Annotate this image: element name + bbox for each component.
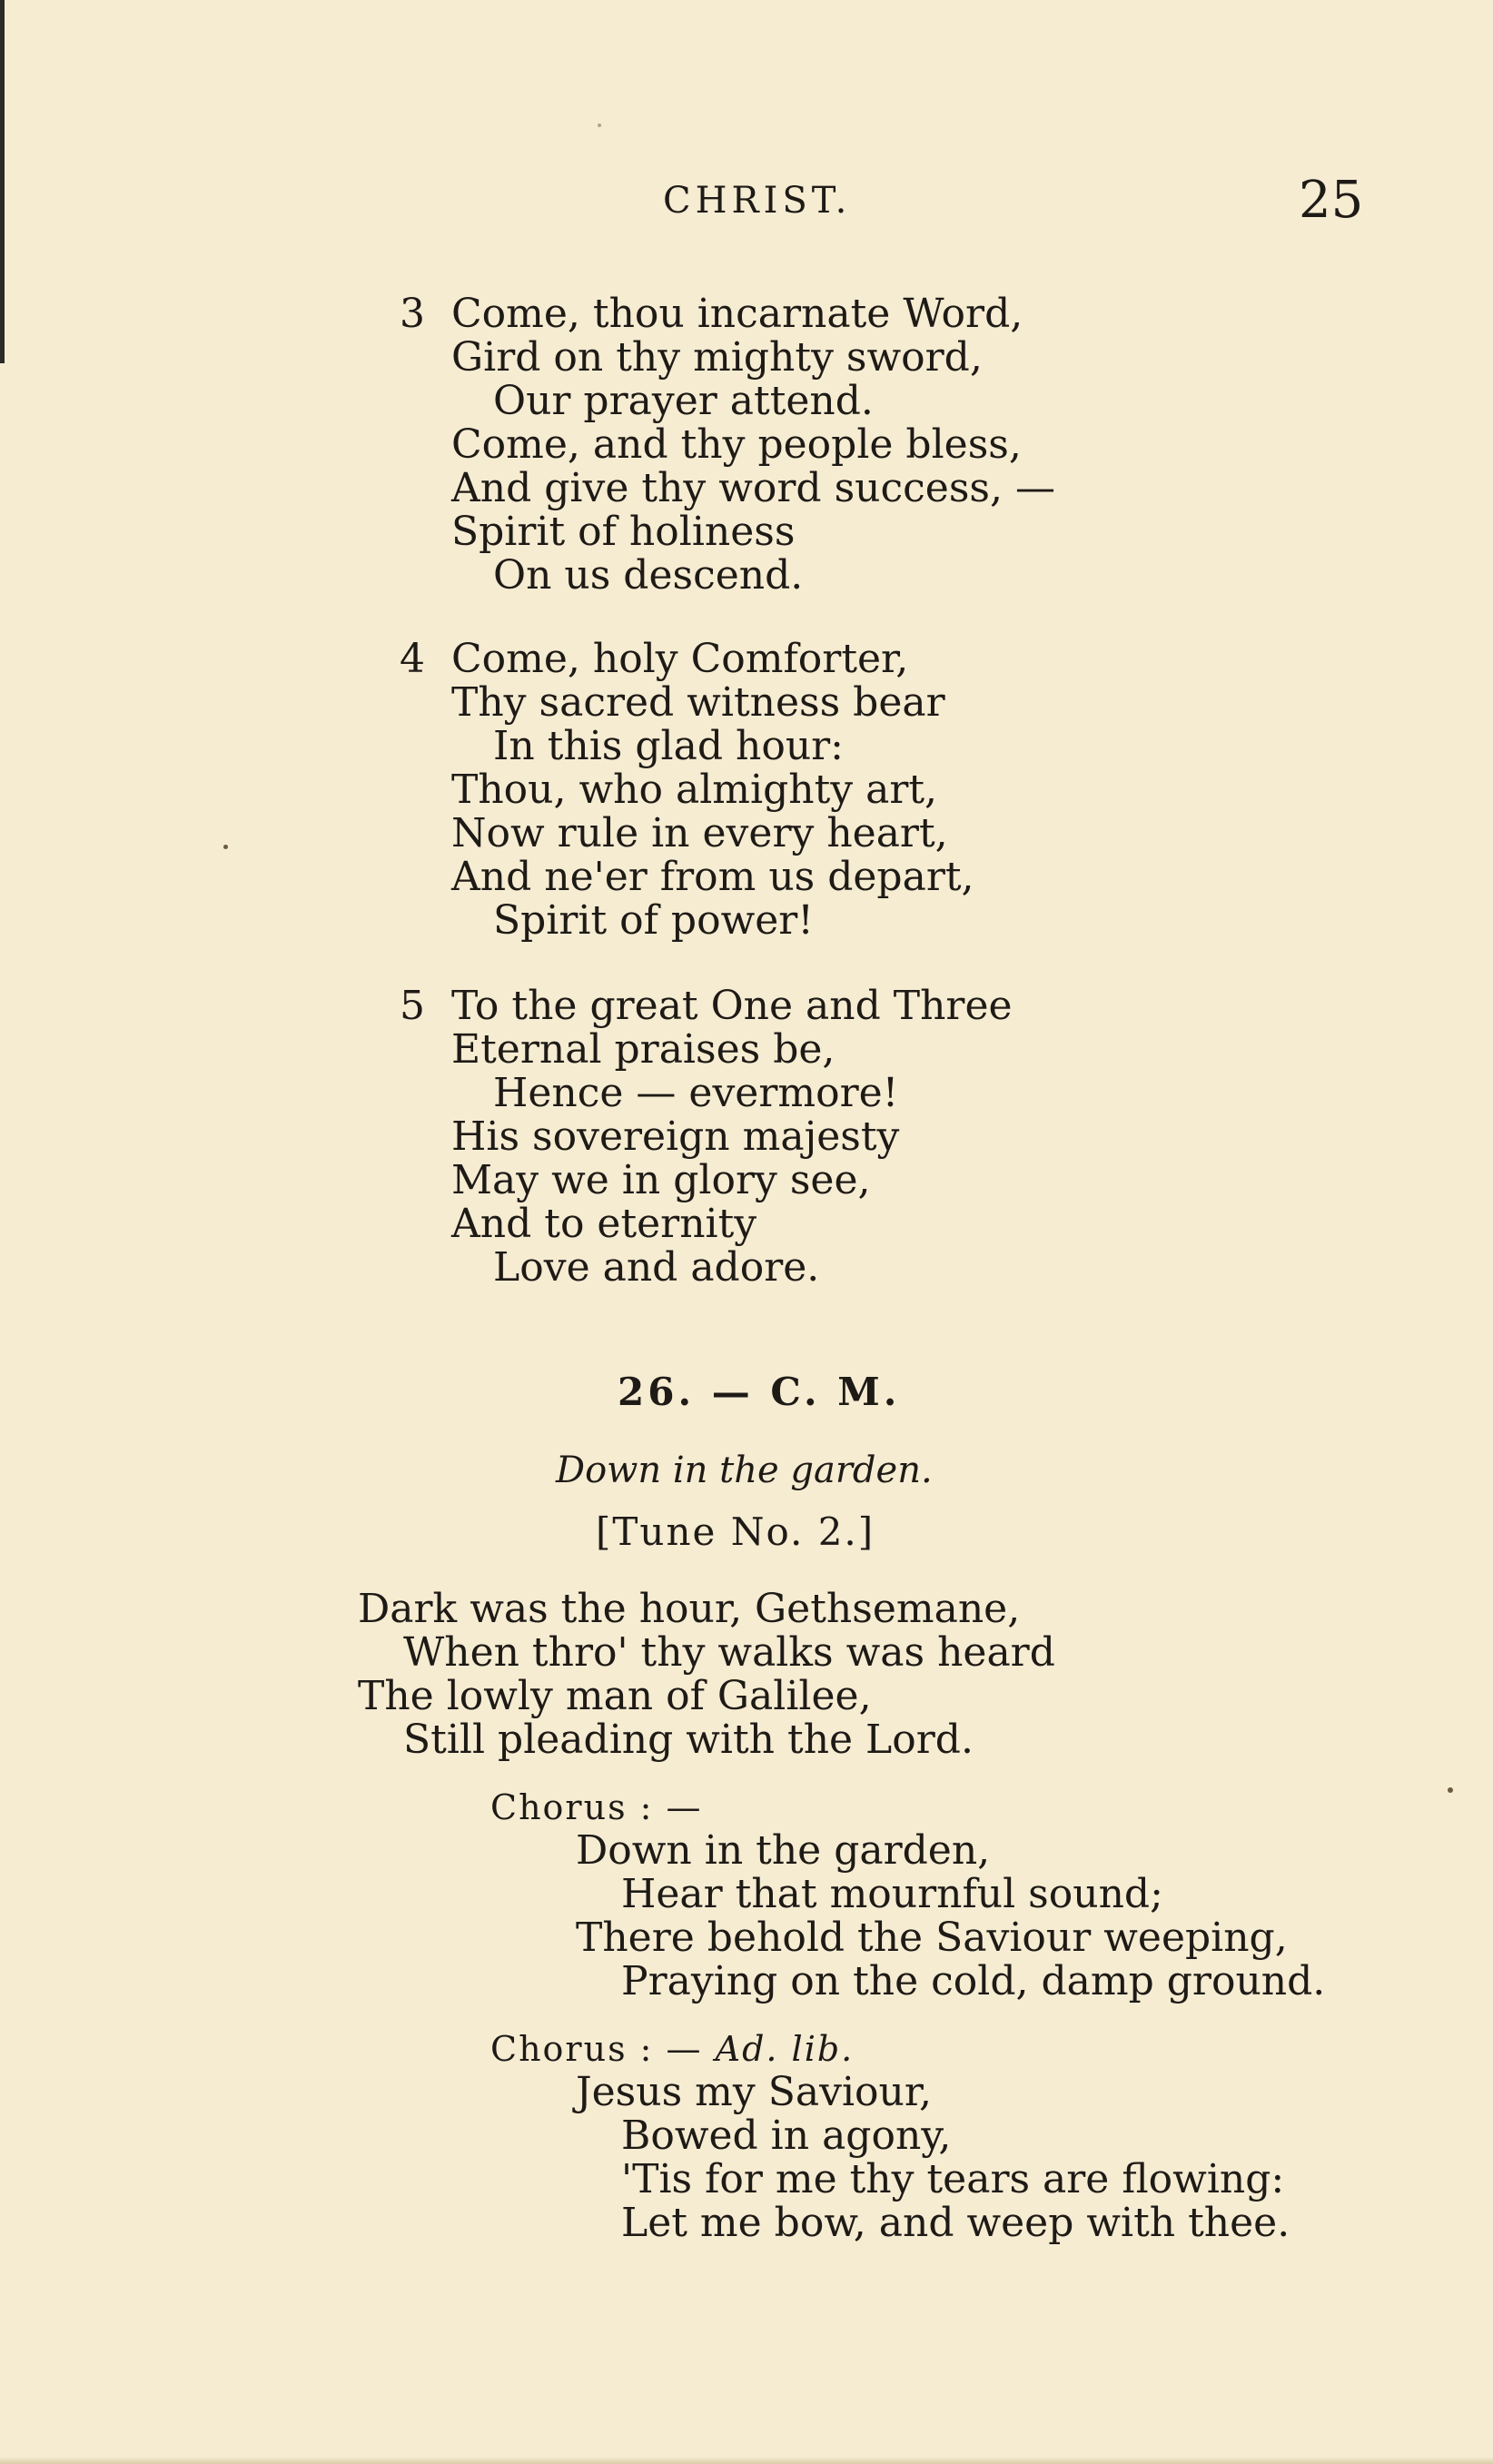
page-bottom-edge [0, 2457, 1493, 2464]
hymn-tune-reference: [Tune No. 2.] [596, 1509, 875, 1554]
stanza-line: Hence — evermore! [493, 1070, 899, 1116]
hymn-verse [358, 1588, 1055, 1762]
chorus-line: Jesus my Saviour, [576, 2069, 933, 2115]
verse-line: When thro' thy walks was heard [403, 1629, 1055, 1676]
stanza-line: Spirit of holiness [451, 509, 796, 555]
chorus-label-text: Chorus : — [490, 1787, 703, 1827]
stanza-line: Thou, who almighty art, [451, 767, 938, 813]
stanza-line: Now rule in every heart, [451, 810, 948, 856]
chorus-direction: Ad. lib. [715, 2029, 855, 2069]
stanza-number: 3 [400, 291, 425, 337]
stanza-line: In this glad hour: [493, 723, 845, 769]
stanza-number: 5 [400, 983, 425, 1029]
chorus-label [490, 1786, 1325, 1829]
chorus-line: Praying on the cold, damp ground. [621, 1958, 1326, 2004]
chorus-block-2 [490, 2027, 1290, 2245]
chorus-line: 'Tis for me thy tears are flowing: [621, 2156, 1285, 2202]
running-header-title: CHRIST. [663, 180, 852, 222]
page-number: 25 [1299, 171, 1364, 230]
chorus-line: Hear that mournful sound; [621, 1871, 1163, 1917]
stanza-4 [400, 638, 974, 943]
stanza-line: His sovereign majesty [451, 1113, 900, 1160]
stanza-line: On us descend. [493, 552, 804, 599]
chorus-block-1 [490, 1786, 1325, 2004]
chorus-line: Let me bow, and weep with thee. [621, 2200, 1290, 2246]
stanza-line: Love and adore. [493, 1244, 820, 1291]
chorus-line: There behold the Saviour weeping, [576, 1915, 1288, 1961]
stanza-line: Gird on thy mighty sword, [451, 334, 983, 381]
stanza-line: May we in glory see, [451, 1157, 871, 1203]
chorus-label-text: Chorus : — [490, 2029, 703, 2069]
verse-line: Dark was the hour, Gethsemane, [358, 1586, 1021, 1632]
chorus-line: Down in the garden, [576, 1827, 991, 1874]
stanza-5 [400, 985, 1013, 1290]
stanza-line: To the great One and Three [451, 983, 1013, 1029]
stanza-line: Our prayer attend. [493, 378, 874, 424]
paper-speck [598, 124, 601, 127]
paper-speck [223, 845, 228, 849]
stanza-line: Thy sacred witness bear [451, 679, 945, 726]
verse-line: Still pleading with the Lord. [403, 1717, 974, 1763]
stanza-line: Spirit of power! [493, 897, 814, 944]
hymn-subtitle: Down in the garden. [556, 1450, 933, 1491]
paper-speck [1448, 1787, 1453, 1793]
chorus-label [490, 2027, 1290, 2071]
verse-line: The lowly man of Galilee, [358, 1673, 872, 1719]
stanza-3 [400, 292, 1055, 598]
stanza-line: And to eternity [451, 1201, 757, 1247]
stanza-line: Come, thou incarnate Word, [451, 291, 1023, 337]
stanza-line: And ne'er from us depart, [451, 854, 974, 900]
chorus-line: Bowed in agony, [621, 2113, 952, 2159]
page-binding-edge [0, 0, 9, 363]
stanza-line: Come, holy Comforter, [451, 636, 909, 682]
hymn-number-heading: 26. — C. M. [618, 1370, 901, 1414]
stanza-line: Eternal praises be, [451, 1026, 835, 1073]
stanza-number: 4 [400, 636, 425, 682]
stanza-line: Come, and thy people bless, [451, 421, 1022, 468]
stanza-line: And give thy word success, — [451, 465, 1055, 511]
